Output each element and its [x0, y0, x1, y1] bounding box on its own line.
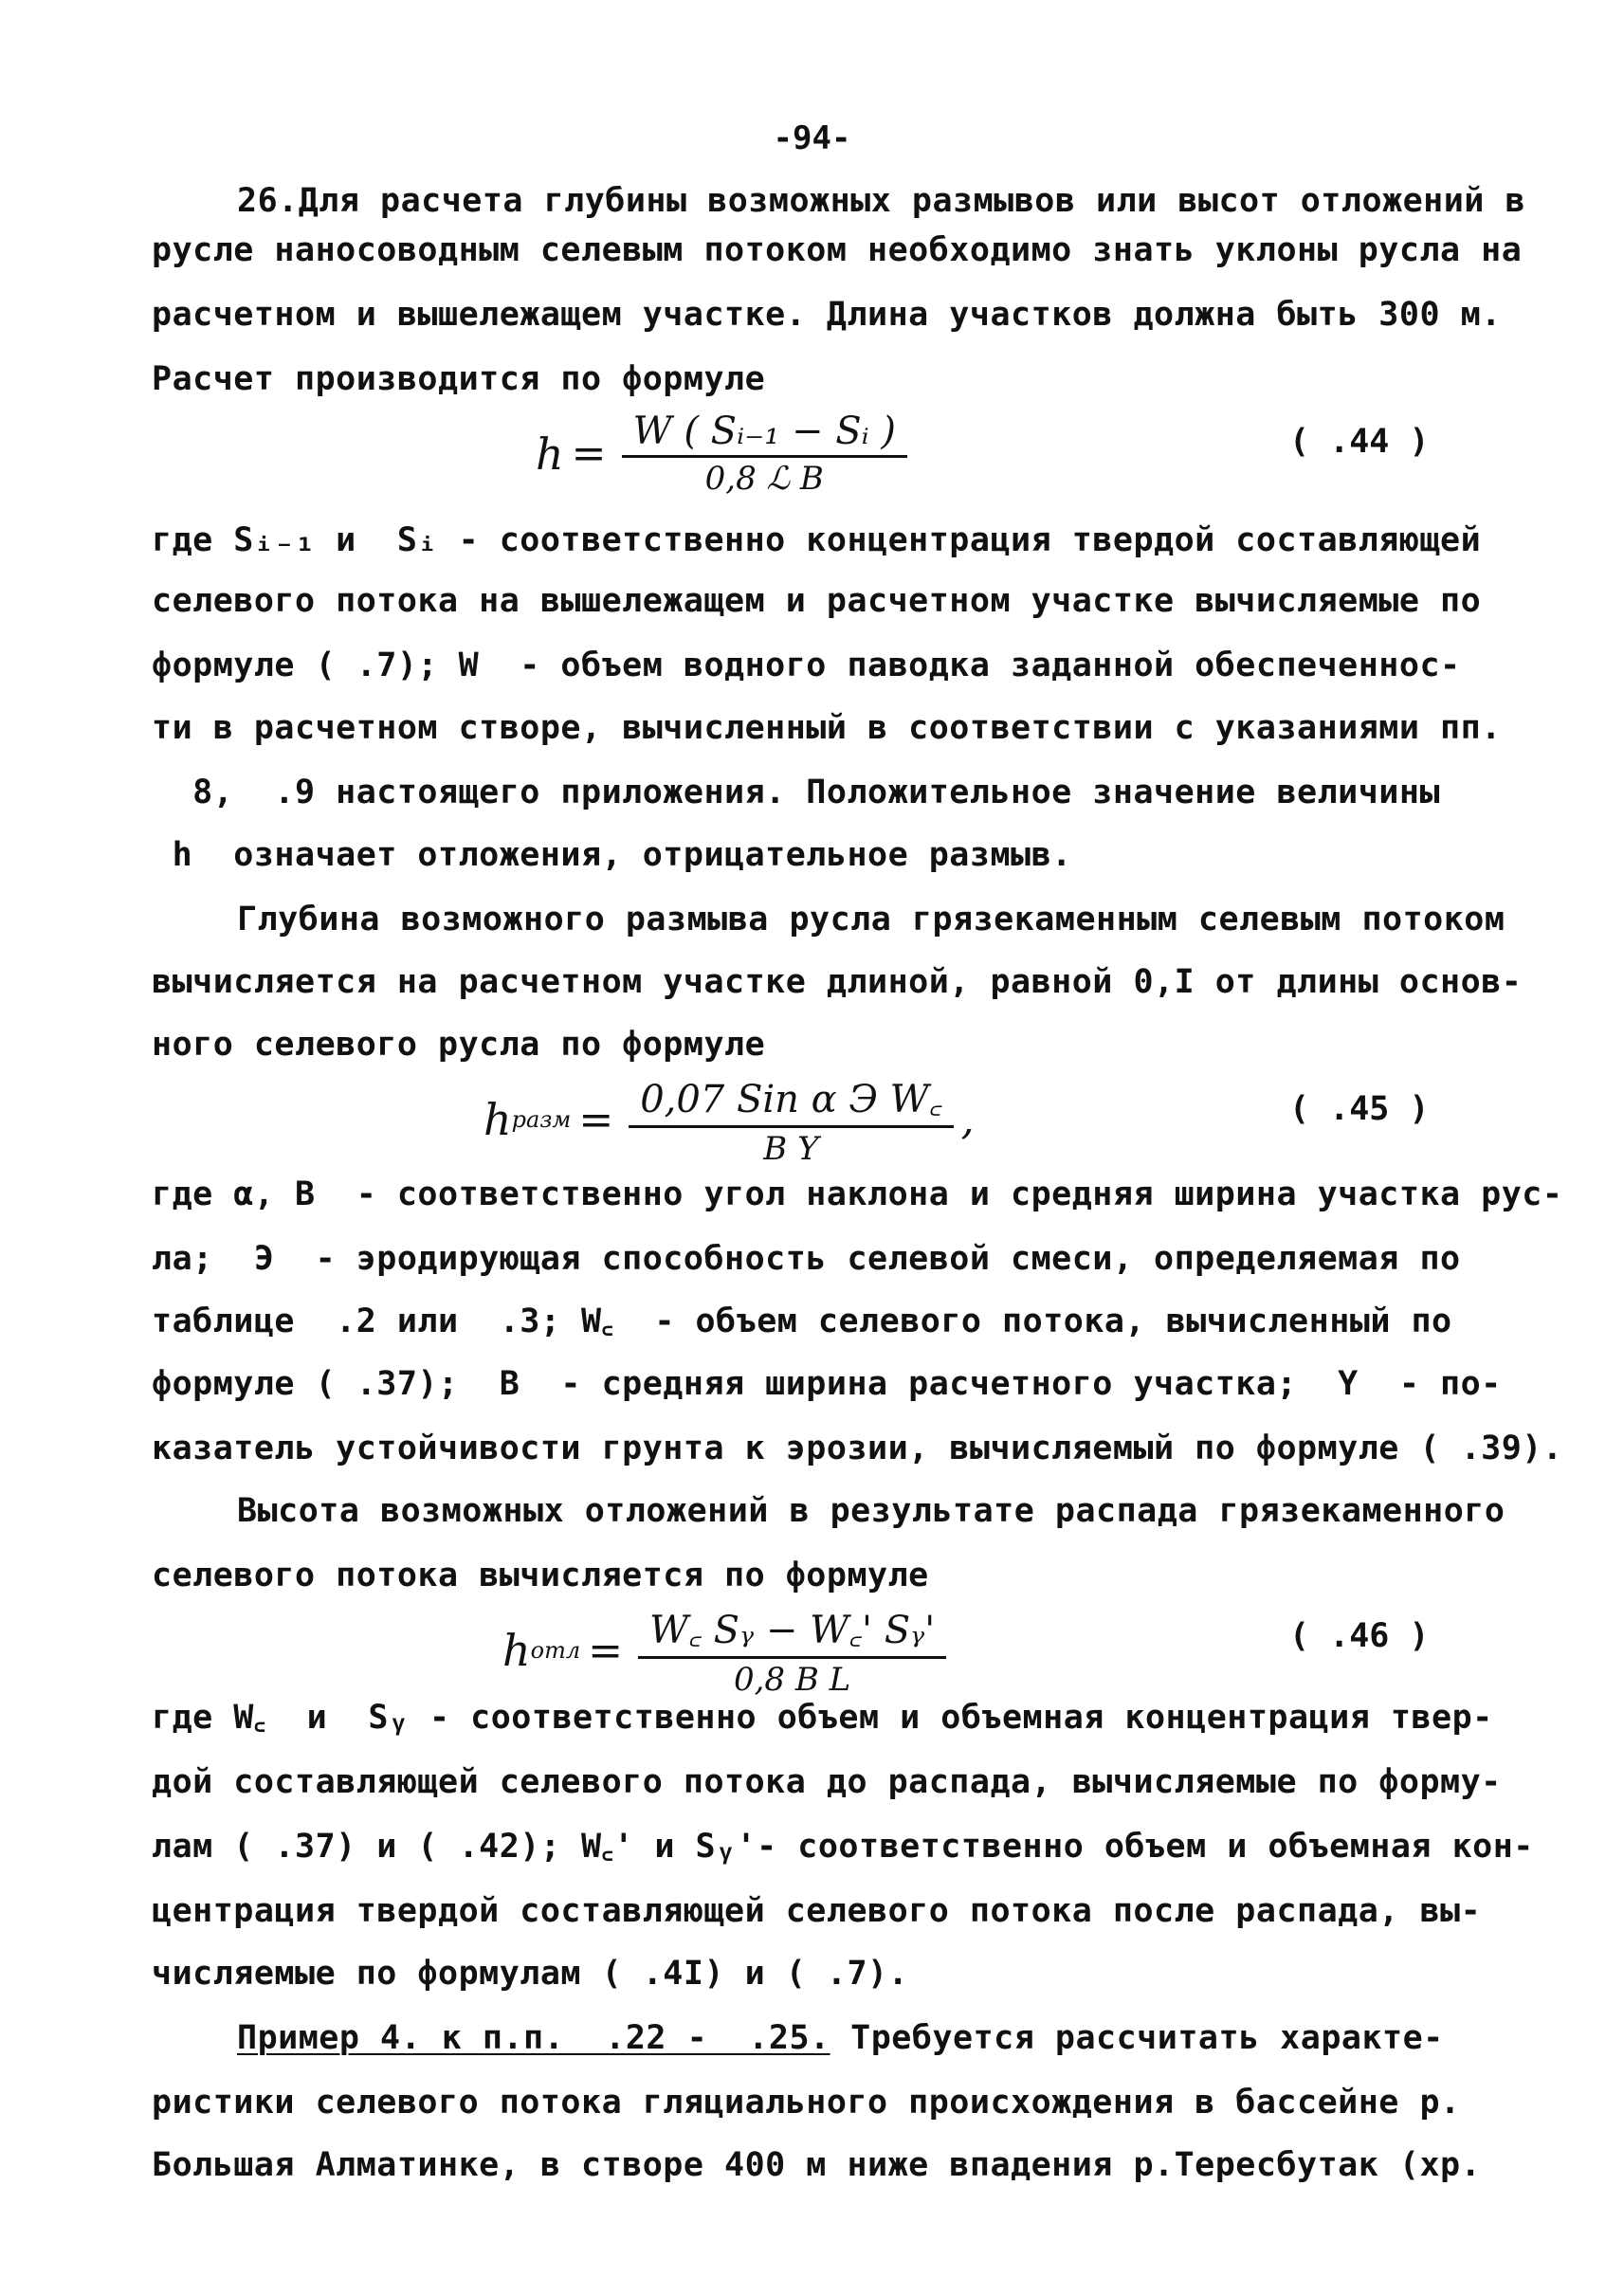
formula-fraction: [629, 1071, 953, 1168]
text-line: селевого потока на вышележащем и расчетном участке вычисляемые по: [152, 582, 1482, 620]
formula-lhs-subscript: отл: [530, 1637, 581, 1664]
formula-equals: =: [578, 1095, 614, 1144]
formula-comma: ,: [960, 1095, 975, 1144]
formula-lhs-subscript: разм: [511, 1106, 572, 1133]
text-line: ти в расчетном створе, вычисленный в соответствии с указаниями пп.: [152, 709, 1502, 747]
text-line: формуле ( .7); W - объем водного паводка заданной обеспеченнос-: [152, 647, 1461, 684]
text-line: русле наносоводным селевым потоком необходимо знать уклоны русла на: [152, 231, 1523, 269]
text-line: 26.Для расчета глубины возможных размывов или высот отложений в: [237, 182, 1526, 220]
text-line: где Sᵢ₋₁ и Sᵢ - соответственно концентрация твердой составляющей: [152, 521, 1482, 559]
formula-numerator: W꜀ Sᵧ − W꜀' Sᵧ': [638, 1602, 946, 1659]
text-line: таблице .2 или .3; W꜀ - объем селевого потока, вычисленный по: [152, 1302, 1452, 1340]
text-line: ного селевого русла по формуле: [152, 1026, 766, 1064]
text-line: дой составляющей селевого потока до распада, вычисляемые по форму-: [152, 1763, 1502, 1801]
text-line: лам ( .37) и ( .42); W꜀' и Sᵧ'- соответственно объем и объемная кон-: [152, 1828, 1534, 1866]
formula-fraction: [638, 1602, 946, 1699]
text-line: расчетном и вышележащем участке. Длина участков должна быть 300 м.: [152, 296, 1502, 334]
equation-number: ( .45 ): [1289, 1090, 1430, 1128]
formula-denominator: 0,8 ℒ B: [704, 460, 824, 498]
formula-45: [484, 1071, 975, 1168]
text-line: Расчет производится по формуле: [152, 360, 766, 398]
text-line: [237, 2017, 1507, 2059]
text-line: формуле ( .37); B - средняя ширина расчетного участка; Y - по-: [152, 1365, 1502, 1403]
formula-lhs: h: [536, 428, 564, 480]
formula-denominator: B Y: [763, 1130, 819, 1168]
formula-equals: =: [571, 429, 607, 478]
equation-number: ( .44 ): [1289, 423, 1430, 461]
text-line: h означает отложения, отрицательное размыв.: [152, 836, 1072, 874]
text-line: где W꜀ и Sᵧ - соответственно объем и объемная концентрация твер-: [152, 1699, 1493, 1737]
text-line: вычисляется на расчетном участке длиной, равной 0,I от длины основ-: [152, 963, 1523, 1001]
formula-46: [502, 1602, 946, 1699]
example-text: Требуется рассчитать характе-: [830, 2019, 1444, 2057]
page-number: -94-: [773, 119, 851, 157]
text-line: где α, B - соответственно угол наклона и средняя ширина участка рус-: [152, 1175, 1563, 1213]
text-line: Высота возможных отложений в результате распада грязекаменного: [237, 1492, 1505, 1530]
text-line: ристики селевого потока гляциального происхождения в бассейне р.: [152, 2084, 1461, 2122]
example-label: Пример 4. к п.п. .22 - .25.: [237, 2019, 830, 2057]
text-line: Глубина возможного размыва русла грязекаменным селевым потоком: [237, 901, 1505, 938]
formula-numerator: 0,07 Sin α Э W꜀: [629, 1071, 953, 1128]
text-line: казатель устойчивости грунта к эрозии, вычисляемый по формуле ( .39).: [152, 1430, 1563, 1467]
formula-lhs: h: [502, 1625, 531, 1676]
text-line: центрация твердой составляющей селевого потока после распада, вы-: [152, 1892, 1482, 1930]
formula-fraction: [622, 410, 907, 498]
formula-equals: =: [588, 1626, 624, 1675]
formula-44: [536, 410, 907, 498]
text-line: числяемые по формулам ( .4I) и ( .7).: [152, 1955, 909, 1993]
formula-denominator: 0,8 B L: [733, 1661, 851, 1699]
formula-lhs: h: [484, 1094, 512, 1145]
text-line: Большая Алматинке, в створе 400 м ниже впадения р.Тересбутак (хр.: [152, 2146, 1482, 2184]
formula-numerator: W ( Sᵢ₋₁ − Sᵢ ): [622, 410, 907, 458]
text-line: 8, .9 настоящего приложения. Положительное значение величины: [152, 774, 1441, 811]
text-line: ла; Э - эродирующая способность селевой смеси, определяемая по: [152, 1240, 1461, 1278]
text-line: селевого потока вычисляется по формуле: [152, 1557, 929, 1594]
equation-number: ( .46 ): [1289, 1617, 1430, 1655]
